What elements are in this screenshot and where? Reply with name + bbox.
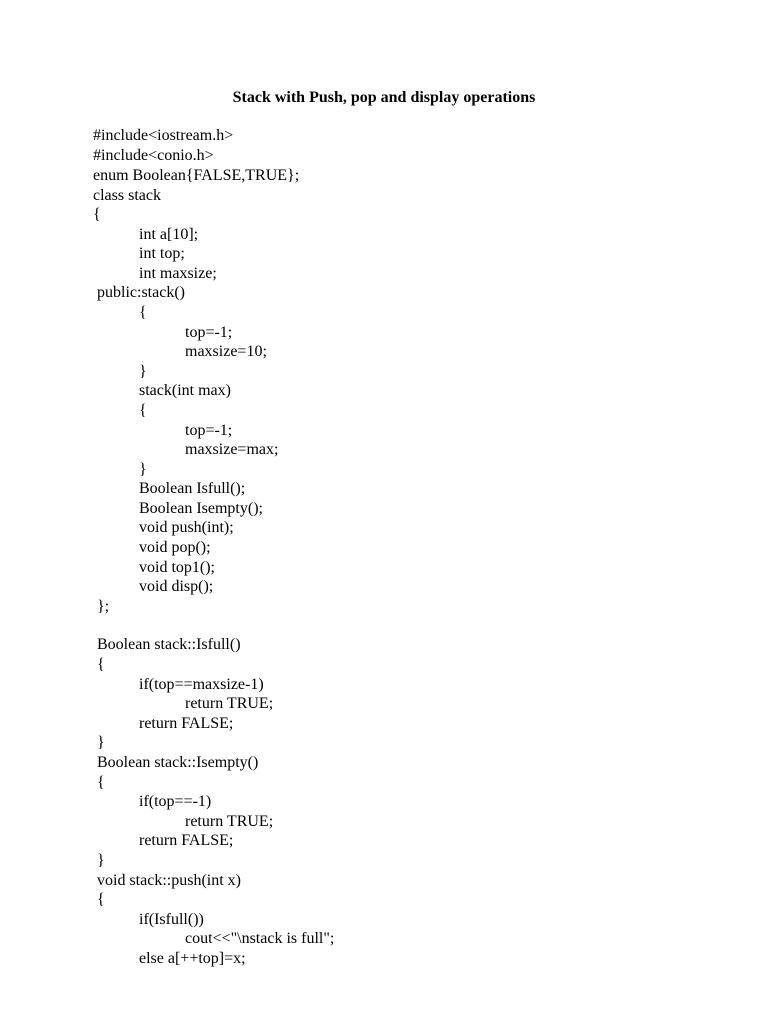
code-line: Boolean stack::Isfull() — [97, 636, 241, 653]
code-line: return FALSE; — [139, 715, 234, 732]
code-line: void pop(); — [139, 539, 211, 556]
code-line: Boolean stack::Isempty() — [97, 754, 259, 771]
code-line: top=-1; — [185, 324, 233, 341]
code-line: maxsize=max; — [185, 441, 279, 458]
code-line: void top1(); — [139, 559, 215, 576]
code-line: #include<conio.h> — [93, 147, 214, 164]
code-line: cout<<"\nstack is full"; — [185, 930, 335, 947]
code-line: if(Isfull()) — [139, 911, 204, 928]
code-line: if(top==-1) — [139, 793, 212, 810]
code-line: { — [97, 656, 105, 673]
code-line: maxsize=10; — [185, 343, 267, 360]
code-line: return TRUE; — [185, 813, 274, 830]
code-line: { — [139, 304, 147, 321]
code-line: int a[10]; — [139, 226, 199, 243]
code-line: Boolean Isfull(); — [139, 480, 246, 497]
code-line: Boolean Isempty(); — [139, 500, 263, 517]
code-line: { — [139, 402, 147, 419]
code-line: enum Boolean{FALSE,TRUE}; — [93, 167, 300, 184]
code-line: { — [93, 206, 101, 223]
code-line: return TRUE; — [185, 695, 274, 712]
code-line: #include<iostream.h> — [93, 127, 234, 144]
code-line: stack(int max) — [139, 382, 231, 399]
code-line: void push(int); — [139, 519, 234, 536]
code-line: }; — [97, 598, 110, 615]
code-line: int top; — [139, 245, 185, 262]
code-line: else a[++top]=x; — [139, 950, 246, 967]
code-line: } — [97, 852, 105, 869]
code-line: public:stack() — [97, 284, 185, 301]
code-line: class stack — [93, 187, 161, 204]
code-line: { — [97, 774, 105, 791]
code-line: { — [97, 891, 105, 908]
document-title: Stack with Push, pop and display operations — [232, 89, 536, 106]
code-line: } — [139, 461, 147, 478]
code-line: } — [139, 363, 147, 380]
code-line: top=-1; — [185, 422, 233, 439]
code-line: return FALSE; — [139, 832, 234, 849]
code-line: void stack::push(int x) — [97, 872, 241, 889]
code-line: int maxsize; — [139, 265, 217, 282]
code-line: if(top==maxsize-1) — [139, 676, 264, 693]
code-line: } — [97, 734, 105, 751]
code-line: void disp(); — [139, 578, 214, 595]
